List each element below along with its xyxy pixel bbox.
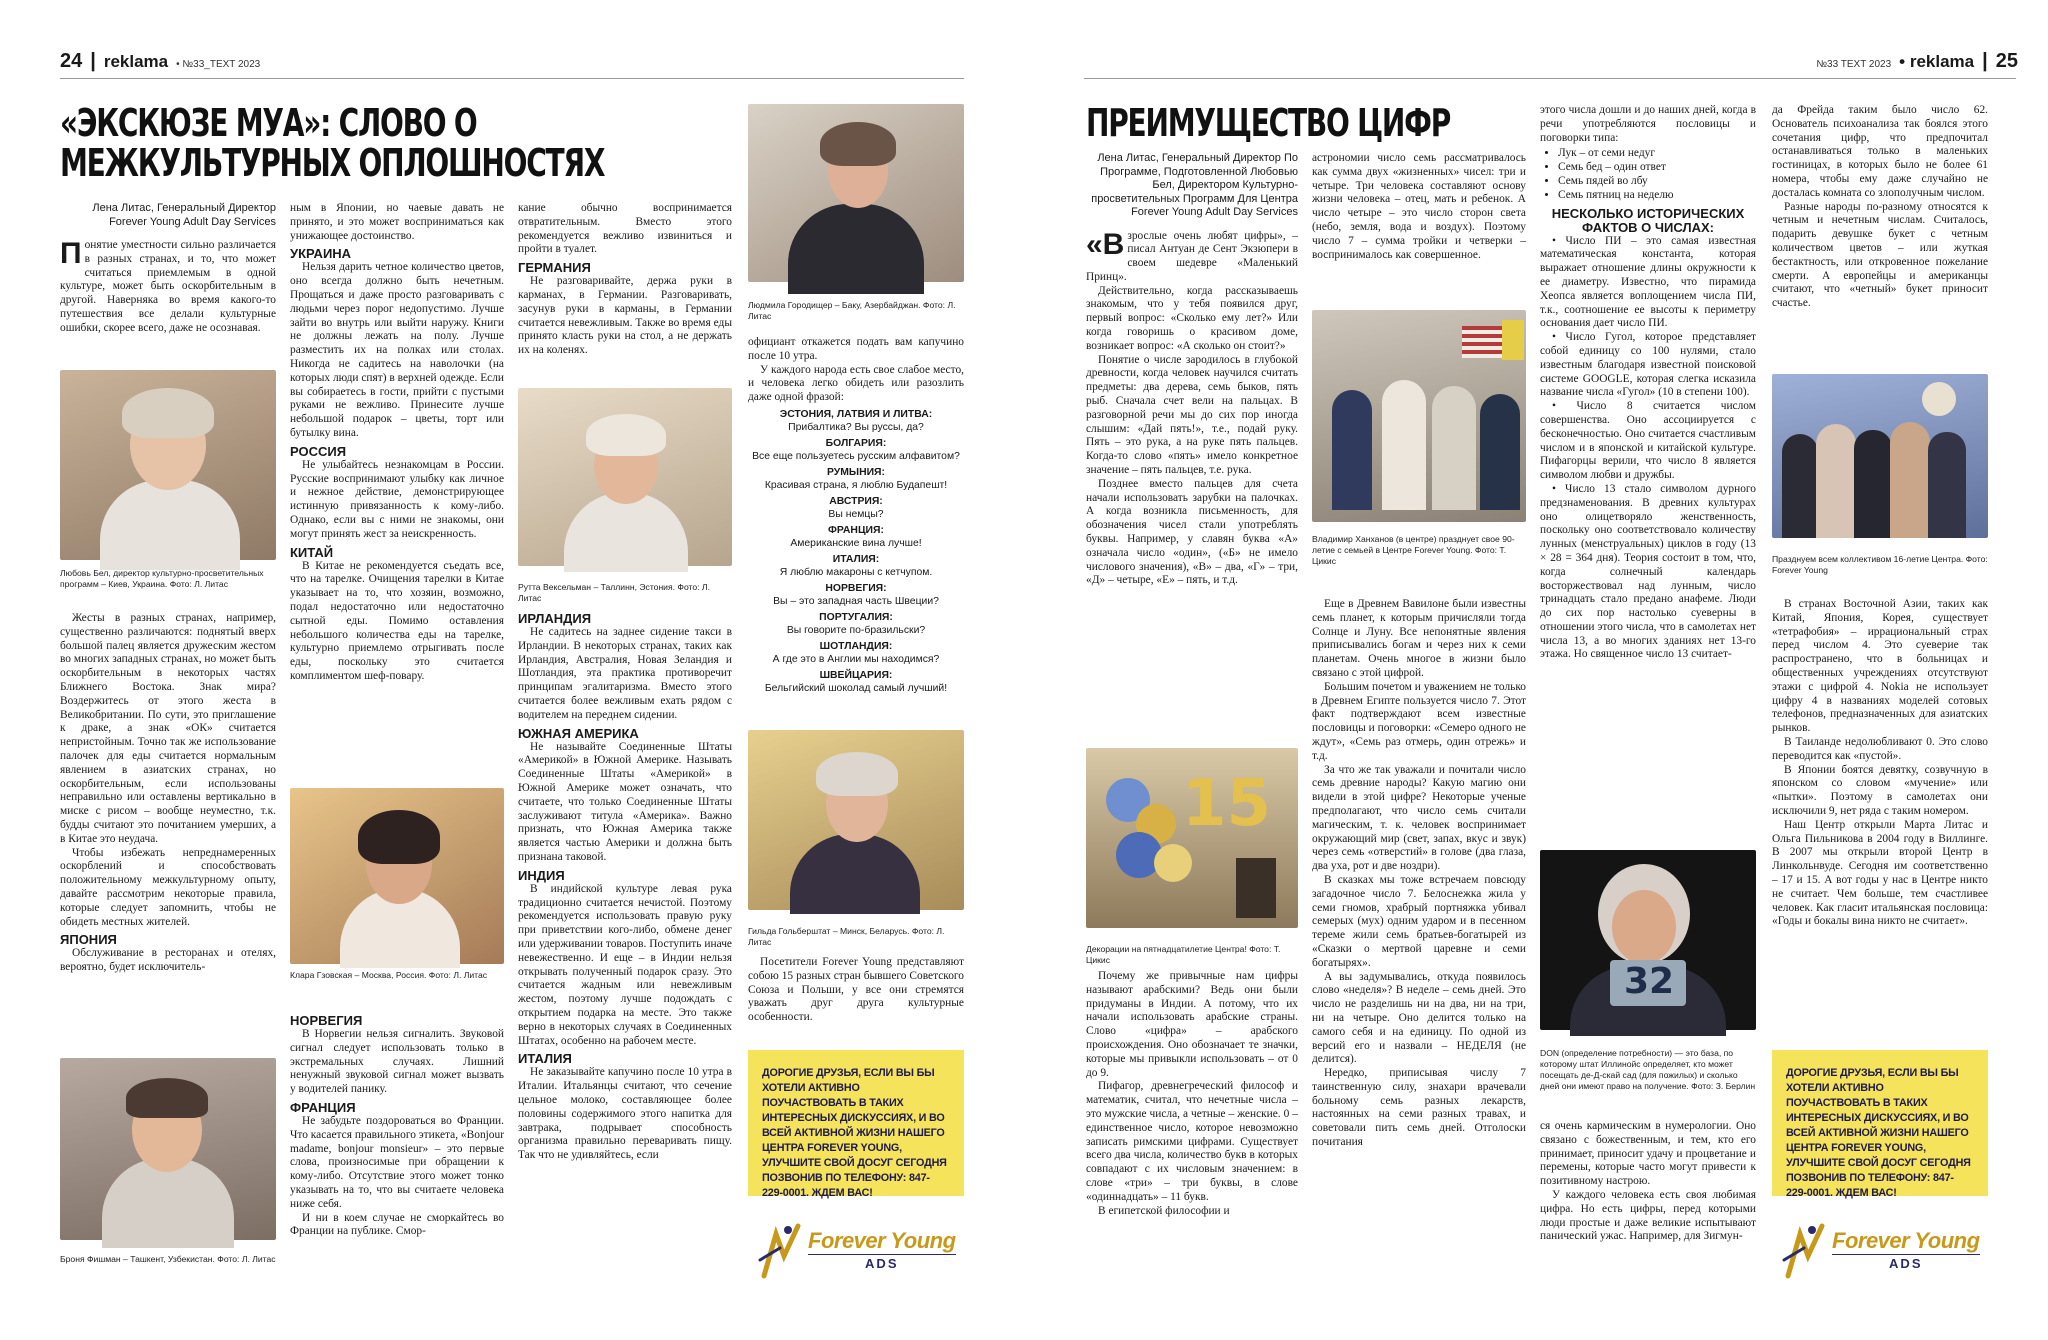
right-column-4b	[1772, 598, 1988, 1044]
subhead-italy: ИТАЛИЯ	[518, 1051, 572, 1067]
logo-text	[1832, 1227, 1980, 1271]
paragraph: В индийской культуре левая рука традиционно считается нечистой. Поэтому рекомендуется использовать правую руку при приветствии кого-либо, обмене денег или удерживании товаров. Поступить иначе невежественно. И еще – в Индии нельзя открывать полученный подарок сразу. Это считается жадным или невежливым жестом, поэтому лучше подождать с открытием подарка на месте. Это также верно в некоторых случаях в Соединенных Штатах, особенно на рабочем месте.	[518, 882, 732, 1047]
folio-issue: • №33_TEXT 2023	[176, 59, 261, 70]
paragraph: Не заказывайте капучино после 10 утра в Италии. Итальянцы считают, что сечение цельное молоко, составляющее более половины содержимого этого напитка для завтрака, подрывает способность организма правильно переваривать пищу. Так что не удивляйтесь, если	[518, 1066, 732, 1162]
paragraph: В Китае не рекомендуется съедать все, что на тарелке. Очищения тарелки в Китае указывает на то, что хозяин, возможно, подал недостаточно или недостаточно сытной еды. Помимо оставления небольшого количества еды на тарелке, культурно приемлемо отрыгивать после еды, поскольку это считается комплиментом шеф-повару.	[290, 559, 504, 682]
right-column-2	[1312, 152, 1526, 300]
photo-don-sign	[1540, 850, 1756, 1030]
issue-label: №33_TEXT 2023	[182, 59, 261, 70]
header-rule	[1084, 78, 2016, 79]
subhead-france: ФРАНЦИЯ	[290, 1099, 356, 1115]
phrase-text: Вы – это западная часть Швеции?	[773, 595, 939, 607]
right-page	[1024, 0, 2048, 1340]
right-column-2b	[1312, 598, 1526, 1288]
phrase-country: РУМЫНИЯ:	[827, 466, 885, 478]
fact-eight: • Число 8 считается числом совершенства. Оно ассоциируется с бесконечностью. Оно считается счастливым числом и в японской и китайской культуре. Пифагорцы верили, что число 8 является символом любви и дружбы.	[1540, 400, 1756, 482]
sign-number: 32	[1624, 961, 1675, 1002]
subhead-japan: ЯПОНИЯ	[60, 932, 117, 948]
phrase-country: ШОТЛАНДИЯ:	[819, 640, 893, 652]
paragraph: ным в Японии, но чаевые давать не принято, и это может восприниматься как унижающее достоинство.	[290, 202, 504, 242]
paragraph: Чтобы избежать непреднамеренных оскорблений и способствовать положительному межкультурному опыту, давайте рассмотрим некоторые правила, которые следует запомнить, чтобы не обидеть местных жителей.	[60, 846, 276, 928]
paragraph: А вы задумывались, откуда появилось слово «неделя»? В неделе – семь дней. Это число не разделишь ни на два, ни на три, ни на четыре. Оно делится только на самого себя и на единицу. По одной из версий его и назвали – НЕДЕЛЯ (не делится).	[1312, 970, 1526, 1066]
paragraph: Не улыбайтесь незнакомцам в России. Русские воспринимают улыбку как личное и нежное действие, демонстрирующее истинную привязанность к кому-либо. Однако, если вы с ними не знакомы, они могут принять жест за неискренность.	[290, 458, 504, 540]
right-column-1b	[1086, 970, 1298, 1288]
right-column-3	[1540, 104, 1756, 844]
paragraph: И ни в коем случае не сморкайтесь во Франции на публике. Смор-	[290, 1211, 504, 1238]
left-column-1b	[60, 612, 276, 1024]
header-rule	[60, 78, 964, 79]
photo-lyudmila-gorodishcher	[748, 104, 964, 282]
folio-brand: reklama	[103, 52, 169, 71]
phrase-text: Красивая страна, я люблю Будапешт!	[764, 479, 948, 491]
balloon-number: 15	[1182, 767, 1272, 841]
byline: Лена Литас, Генеральный Директор По Программе, Подготовленной Любовью Бел, Директором Культурно-просветительных Программ Для Центра Forever Young Adult Day Services	[1091, 152, 1298, 218]
caption-lyudmila-gorodishcher: Людмила Городищер – Баку, Азербайджан. Фото: Л. Литас	[748, 300, 956, 321]
phrase-country: БОЛГАРИЯ:	[825, 437, 887, 449]
brand-label: reklama	[1909, 52, 1975, 71]
photo-90th-birthday	[1312, 310, 1526, 522]
page-number: 24	[60, 50, 83, 72]
fact-thirteen: • Число 13 стало символом дурного предзнаменования. В древних культурах оно олицетворяло женственность, поскольку оно соответствовало количеству лунных (менструальных) циклов в году (13 × 28 = 364 дня). Теория состоит в том, что, когда солнечный календарь восторжествовал над лунным, число тринадцать стало предано анафеме. Люди до сих пор настолько суеверны в отношении этого числа, что в самолетах нет числа 13, а во многих зданиях нет 13-го этажа. Но священное число 13 считает-	[1540, 482, 1756, 661]
left-column-2	[290, 202, 504, 782]
article-headline: ПРЕИМУЩЕСТВО ЦИФР	[1086, 101, 1451, 145]
paragraph: Не забудьте поздороваться во Франции. Что касается правильного этикета, «Bonjour madame, bonjour monsieur» – это первые слова, произносимые при обращении к кому-либо. Отсутствие этого может тонко указывать на то, что вы считаете человека ниже себя.	[290, 1114, 504, 1210]
phrase-text: А где это в Англии мы находимся?	[772, 653, 940, 665]
caption-don-sign: DON (определение потребности) — это база, по которому штат Иллинойс определяет, кто может посещать дe-Д-скай сад (для пожилых) и сколько дней они имеют право на получение. Фото: З. Берлин	[1540, 1048, 1756, 1091]
lead-paragraph	[1086, 227, 1298, 285]
logo-subtitle: ADS	[1832, 1254, 1980, 1271]
lead-text: зрослые очень любят цифры», – писал Антуан де Сент Экзюпери в своем шедевре «Маленький Принц».	[1086, 229, 1298, 283]
phrase-country: ПОРТУГАЛИЯ:	[819, 611, 893, 623]
paragraph: кание обычно воспринимается отвратительным. Вместо этого рекомендуется вежливо извиниться и пройти в туалет.	[518, 202, 732, 256]
paragraph: В египетской философии и	[1098, 1204, 1230, 1217]
phrase-country: ШВЕЙЦАРИЯ:	[819, 669, 893, 681]
paragraph: Еще в Древнем Вавилоне были известны семь планет, к которым причисляли тогда Солнце и Луну. Все непонятные явления приписывались богам и через них к семи планетам. Очень многое в жизни было связано с этой цифрой.	[1312, 598, 1526, 679]
caption-rutta-vekselman: Рутта Вексельман – Таллинн, Эстония. Фото: Л. Литас	[518, 582, 710, 603]
paragraph: Почему же привычные нам цифры называют арабскими? Ведь они были придуманы в Индии. А потому, что их начали использовать арабские страны. Слово «цифра» – арабского происхождения. Оно обозначает те значки, которые мы привыкли использовать – от 0 до 9.	[1086, 970, 1298, 1079]
subhead-norway: НОРВЕГИЯ	[290, 1013, 363, 1028]
list-item: • Семь пядей во лбу	[1558, 175, 1756, 189]
paragraph: В сказках мы тоже встречаем повсюду загадочное число 7. Белоснежка жила у семи гномов, храбрый портняжка убивал семерых (мух) одним ударом и в песенном тереме жили семь братьев-богатырей из «Сказки о мертвой царевне и семи богатырях».	[1312, 873, 1526, 969]
phrase-text: Я люблю макароны с кетчупом.	[779, 566, 933, 578]
paragraph: У каждого человека есть своя любимая цифра. Но есть цифры, перед которыми люди простые и даже великие испытывают панический ужас. Например, для Зигмун-	[1540, 1188, 1756, 1243]
photo-jubilee-decorations	[1086, 748, 1298, 928]
drop-cap: П	[60, 237, 82, 270]
paragraph: У каждого народа есть свое слабое место, и человека легко обидеть или разозлить даже одной фразой:	[748, 363, 964, 404]
phrase-text: Прибалтика? Вы руссы, да?	[788, 421, 924, 433]
subhead-china: КИТАЙ	[290, 544, 334, 560]
phrase-text: Американские вина лучше!	[790, 537, 922, 549]
paragraph: В Японии боятся девятку, созвучную в японском со словом «мучение» или «пытки». Поэтому в самолетах они исключили 9, нет ряда с таким номером.	[1772, 763, 1988, 817]
paragraph: Действительно, когда рассказываешь знакомым, что у тебя появился друг, первый вопрос: «Сколько ему лет?» Или когда говоришь о красивом доме, возникает вопрос: «А сколько он стоит?»	[1086, 284, 1298, 352]
phrase-country: ИТАЛИЯ:	[832, 553, 880, 565]
phrase-country: АВСТРИЯ:	[829, 495, 883, 507]
lead-paragraph	[60, 239, 276, 336]
folio-separator: |	[1982, 50, 1988, 72]
dancing-figure-icon	[758, 1220, 802, 1280]
fact-pi: • Число ПИ – это самая известная математическая константа, которая выражает отношение длины окружности к ее диаметру. Известно, что пирамида Хеопса является воплощением числа ПИ, т.к., соотношение ее высоты к периметру основания дает число ПИ.	[1540, 234, 1756, 330]
paragraph: Нельзя дарить четное количество цветов, оно всегда должно быть нечетным. Прощаться и даже просто разговаривать с людьми через порог недопустимо. Лучше зайти во внутрь или выйти наружу. Книги не должны лежать на полу. Лучше разместить их на полках или столах. Никогда не садитесь на наволочки (на которых люди спят) в верхней одежде. Если вы собираетесь в гости, прийти с пустыми руками не вежливо. Принесите лучше небольшой подарок – цветы, торт или бутылку вина.	[290, 261, 504, 439]
paragraph: Большим почетом и уважением не только в Древнем Египте пользуется число 7. Этот факт подтверждают всем известные пословицы и поговорки: «Семеро одного не ждут», «Семь раз отмерь, один отрежь» и т.д.	[1312, 680, 1526, 762]
right-column-4	[1772, 104, 1988, 366]
paragraph: Нередко, приписывая числу 7 таинственную силу, знахари врачевали больному семь разных лекарств, настоянных на семи разных травах, и советовали пить семь дней. Отголоски почитания	[1312, 1067, 1526, 1149]
left-column-4	[748, 336, 964, 720]
phrase-country: ЭСТОНИЯ, ЛАТВИЯ И ЛИТВА:	[779, 408, 933, 420]
caption-gilda-golbershtat: Гильда Гольберштат – Минск, Беларусь. Фото: Л. Литас	[748, 926, 945, 947]
subhead-ireland: ИРЛАНДИЯ	[518, 611, 592, 626]
phrase-list	[748, 408, 964, 695]
folio-brand: • reklama	[1899, 52, 1975, 71]
paragraph: В странах Восточной Азии, таких как Китай, Япония, Корея, существует «тетрафобия» – иррациональный страх перед числом 4. Это суеверие так распространено, что в больницах и общественных учреждениях отсутствуют этажи с цифрой 4. Nokia не использует цифру 4 в названиях моделей сотовых телефонов, предназначенных для азиатских рынков.	[1772, 598, 1988, 735]
paragraph: Не разговаривайте, держа руки в карманах, в Германии. Разговаривать, засунув руки в карманы, в Германии считается невежливым. Также во время еды принято класть руки на стол, а не держать их на коленях.	[518, 275, 732, 357]
list-item: • Лук – от семи недуг	[1558, 147, 1756, 161]
page-folio	[1816, 50, 2018, 80]
logo-subtitle: ADS	[808, 1254, 956, 1271]
paragraph: астрономии число семь рассматривалось как сумма двух «жизненных» чисел: три и четыре. Три человека составляют основу жизни человека – отец, мать и ребенок. А число четыре – это число сторон света (небо, земля, вода и воздух). Поэтому число 7 – сумма тройки и четверки – воспринималось как совершенное.	[1312, 152, 1526, 261]
left-column-4b	[748, 956, 964, 1044]
lead-text: онятие уместности сильно различается в разных странах, и то, что может считаться приемлемым в одной культуре, может быть оскорбительным в другой. Наверняка во время какого-то путешествия все делали культурные ошибки, скорее всего, даже не осознавая.	[60, 239, 276, 334]
phrase-country: НОРВЕГИЯ:	[825, 582, 887, 594]
issue-label: №33 TEXT 2023	[1816, 59, 1892, 70]
subhead-south-america: ЮЖНАЯ АМЕРИКА	[518, 725, 639, 741]
forever-young-logo	[758, 1210, 958, 1290]
paragraph: Посетители Forever Young представляют собою 15 разных стран бывшего Советского Союза и Польши, у все они стремятся уважать друг друга культурные особенности.	[748, 956, 964, 1024]
promo-box: ДОРОГИЕ ДРУЗЬЯ, ЕСЛИ ВЫ БЫ ХОТЕЛИ АКТИВНО ПОУЧАСТВОВАТЬ В ТАКИХ ИНТЕРЕСНЫХ ДИСКУССИЯХ, И ВО ВСЕЙ АКТИВНОЙ ЖИЗНИ НАШЕГО ЦЕНТРА FOREVER YOUNG, УЛУЧШИТЕ СВОЙ ДОСУГ СЕГОДНЯ ПОЗВОНИВ ПО ТЕЛЕФОНУ: 847-229-0001. ЖДЕМ ВАС!	[1772, 1050, 1988, 1196]
article-headline: «ЭКСКЮЗЕ МУА»: СЛОВО О МЕЖКУЛЬТУРНЫХ ОПЛОШНОСТЯХ	[60, 101, 605, 185]
paragraph: да Фрейда таким было число 62. Основатель психоанализа так боялся этого сочетания цифр, что предпочитал останавливаться только в маленьких гостиницах, в которых было не более 61 номера, чтобы ему даже случайно не досталась комната со злополучным числом.	[1772, 104, 1988, 199]
phrase-country: ФРАНЦИЯ:	[828, 524, 884, 536]
left-column-1	[60, 202, 276, 364]
phrase-text: Бельгийский шоколад самый лучший!	[764, 682, 948, 694]
caption-bronya-fishman: Броня Фишман – Ташкент, Узбекистан. Фото: Л. Литас	[60, 1254, 276, 1264]
subhead-facts: НЕСКОЛЬКО ИСТОРИЧЕСКИХ ФАКТОВ О ЧИСЛАХ:	[1551, 205, 1745, 235]
paragraph: ся очень кармическим в нумерологии. Оно связано с божественным, и тем, кто его принимает, приносит удачу и процветание и перемены, которые часто могут привести к позитивному настрою.	[1540, 1120, 1756, 1188]
list-item: • Семь пятниц на неделю	[1558, 189, 1756, 203]
paragraph: этого числа дошли и до наших дней, когда в речи употребляются пословицы и поговорки типа:	[1540, 104, 1756, 144]
photo-16th-anniversary	[1772, 374, 1988, 538]
fact-googol: • Число Гугол, которое представляет собой единицу со 100 нулями, стало известным благодаря известной поисковой системе GOOGLE, которая слегка исказила название числа «Гугол» (10 в степени 100).	[1540, 331, 1756, 399]
paragraph: В Таиланде недолюбливают 0. Это слово переводится как «пустой».	[1772, 735, 1988, 762]
photo-rutta-vekselman	[518, 388, 732, 566]
logo-wordmark: Forever Young	[1832, 1227, 1980, 1253]
folio-separator: |	[90, 50, 96, 72]
photo-gilda-golbershtat	[748, 730, 964, 910]
paragraph: В Норвегии нельзя сигналить. Звуковой сигнал следует использовать только в экстремальных случаях. Лишний ненужный звуковой сигнал может вызвать у водителей панику.	[290, 1028, 504, 1096]
paragraph: Обслуживание в ресторанах и отелях, вероятно, будет исключитель-	[60, 947, 276, 974]
phrase-text: Вы немцы?	[828, 508, 884, 520]
caption-90th-birthday: Владимир Ханханов (в центре) празднует свое 90-летие с семьей в Центре Forever Young. Фото: Т. Цикис	[1312, 534, 1515, 566]
paragraph: Не садитесь на заднее сидение такси в Ирландии. В некоторых странах, таких как Ирландия, Австралия, Новая Зеландия и Шотландия, эта практика противоречит принципам эгалитаризма. Вместо этого считается более вежливым ехать рядом с водителем на переднем сидении.	[518, 626, 732, 721]
caption-klara-gzovskaya: Клара Гзовская – Москва, Россия. Фото: Л. Литас	[290, 970, 488, 980]
photo-lyubov-bel	[60, 370, 276, 560]
promo-box: ДОРОГИЕ ДРУЗЬЯ, ЕСЛИ ВЫ БЫ ХОТЕЛИ АКТИВНО ПОУЧАСТВОВАТЬ В ТАКИХ ИНТЕРЕСНЫХ ДИСКУССИЯХ, И ВО ВСЕЙ АКТИВНОЙ ЖИЗНИ НАШЕГО ЦЕНТРА FOREVER YOUNG, УЛУЧШИТЕ СВОЙ ДОСУГ СЕГОДНЯ ПОЗВОНИВ ПО ТЕЛЕФОНУ: 847-229-0001. ЖДЕМ ВАС!	[748, 1050, 964, 1196]
list-item: • Семь бед – один ответ	[1558, 161, 1756, 175]
paragraph: Пифагор, древнегреческий философ и математик, считал, что нечетные числа – это мужские числа, а четные – женские. 0 – единственное число, которое невозможно записать римскими цифрами. Существует всего два числа, количество букв в которых совпадают с их числовым значением: в слове «три» – три буквы, в слове «одиннадцать» – 11 букв.	[1086, 1080, 1298, 1203]
subhead-russia: РОССИЯ	[290, 443, 347, 459]
paragraph: Позднее вместо пальцев для счета начали использовать зарубки на палочках. А когда возникла письменность, для обозначения чисел стали употреблять буквы. Например, у славян буква «А» означала число «один», («Б» не имело числового значения), «В» – два, «Г» – три, «Д» – четыре, «Е» – пять, и т.д.	[1086, 477, 1298, 587]
page-number: 25	[1995, 50, 2018, 72]
paragraph: Понятие о числе зародилось в глубокой древности, когда человек научился считать предметы: два дерева, семь быков, пять рыб. Сначала счет вели на пальцах. В разговорной речи мы до сих пор иногда слышим: «Дай пять!», т.е., подай руку. Пять – это рука, а на руке пять пальцев. Когда-то слово «пять» имело конкретное значение – пять пальцев, т.е. рука.	[1086, 353, 1298, 477]
photo-bronya-fishman	[60, 1058, 276, 1240]
forever-young-logo	[1782, 1210, 1982, 1290]
photo-klara-gzovskaya	[290, 788, 504, 964]
logo-text	[808, 1227, 956, 1271]
paragraph: Наш Центр открыли Марта Литас и Ольга Пильникова в 2004 году в Виллинге. В 2007 мы открыли второй Центр в Линкольнвуде. Сегодня им соответственно – 17 и 15. А вот годы у нас в Центре никто не считает. Чем больше, тем счастливее человек. Как гласит итальянская пословица: «Годы и бокалы вина никто не считает».	[1772, 818, 1988, 928]
phrase-text: Все еще пользуетесь русским алфавитом?	[752, 450, 960, 462]
caption-16th-anniversary: Празднуем всем коллективом 16-летие Центра. Фото: Forever Young	[1772, 554, 1988, 575]
paragraph: Не называйте Соединенные Штаты «Америкой» в Южной Америке. Называть Соединенные Штаты «Америкой» в Южной Америке может означать, что считаете, что только Соединенные Штаты заслуживают титула «Америка». Важно признать, что Южная Америка также является частью Америки и должна быть признана таковой.	[518, 740, 732, 863]
subhead-india: ИНДИЯ	[518, 867, 565, 883]
left-column-3	[518, 202, 732, 378]
page-folio	[60, 50, 260, 80]
paragraph: официант откажется подать вам капучино после 10 утра.	[748, 336, 964, 362]
phrase-text: Вы говорите по-бразильски?	[786, 624, 926, 636]
left-column-3b	[518, 608, 732, 1288]
paragraph: Жесты в разных странах, например, существенно различаются: поднятый вверх большой палец является дружеским жестом во многих западных странах, но может быть оскорбительным в некоторых частях Ближнего Востока. Знак мира? Воздержитесь от этого жеста в Великобритании. По сути, это приглашение к драке, а знак «ОК» считается непристойным. Точно так же использование палочек для еды считается нормальным явлением в азиатских странах, но оскорбительным, если использованы неправильно или оставлены вертикально в миске с рисом – вообще неуместно, т.к. будды считают это почитанием умерших, а в Китае это неудача.	[60, 612, 276, 845]
right-column-1	[1086, 152, 1298, 750]
right-column-3b	[1540, 1120, 1756, 1288]
caption-jubilee-decorations: Декорации на пятнадцатилетие Центра! Фото: Т. Цикис	[1086, 944, 1281, 965]
subhead-germany: ГЕРМАНИЯ	[518, 260, 591, 276]
logo-wordmark: Forever Young	[808, 1227, 956, 1253]
drop-cap: «В	[1086, 227, 1125, 261]
byline: Лена Литас, Генеральный Директор Forever Young Adult Day Services	[92, 202, 276, 228]
paragraph: За что же так уважали и почитали число семь древние народы? Какую магию они видели в этой цифре? Некоторые ученые предполагают, что число семь считали магическим, т. к. человек воспринимает окружающий мир (свет, запах, вкус и звук) через семь «отверстий» в голове (два глаза, два уха, рот и две ноздри).	[1312, 763, 1526, 873]
left-column-2b	[290, 1010, 504, 1288]
paragraph: Разные народы по-разному относятся к четным и нечетным числам. Считалось, подарить девушке букет с четным количеством цветов – или жуткая бестактность, или откровенное пожелание смерти. А европейцы и американцы считают, что «четный» букет приносит счастье.	[1772, 200, 1988, 310]
proverb-list	[1558, 147, 1756, 202]
dancing-figure-icon	[1782, 1220, 1826, 1280]
caption-lyubov-bel: Любовь Бел, директор культурно-просветительных программ – Киев, Украина. Фото: Л. Литас	[60, 568, 264, 589]
subhead-ukraine: УКРАИНА	[290, 246, 352, 262]
